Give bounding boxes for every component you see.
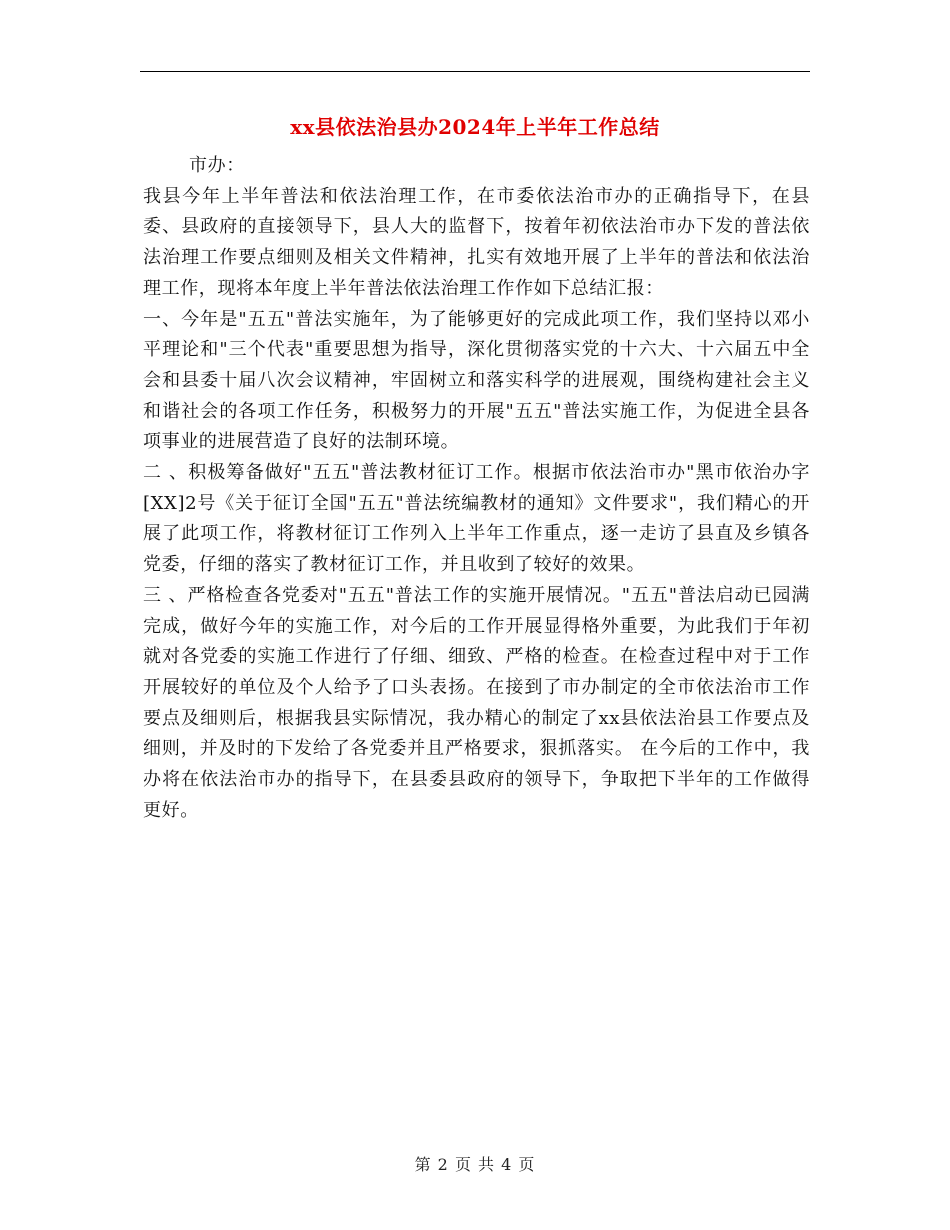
header-rule [140, 71, 810, 72]
salutation: 市办： [189, 155, 245, 176]
paragraph-intro: 我县今年上半年普法和依法治理工作，在市委依法治市办的正确指导下，在县委、县政府的直接领导下，县人大的监督下，按着年初依法治市办下发的普法依法治理工作要点细则及相关文件精神，扎实有效地开展了上半年的普法和依法治理工作，现将本年度上半年普法依法治理工作作如下总结汇报： [143, 185, 810, 299]
document-title: xx县依法治县办2024年上半年工作总结 [290, 115, 660, 139]
document-body [143, 151, 810, 826]
page-number: 第 2 页 共 4 页 [414, 1155, 536, 1174]
paragraph-section-1: 一、今年是"五五"普法实施年，为了能够更好的完成此项工作，我们坚持以邓小平理论和"三个代表"重要思想为指导，深化贯彻落实党的十六大、十六届五中全会和县委十届八次会议精神，牢固树立和落实科学的进展观，围绕构建社会主义和谐社会的各项工作任务，积极努力的开展"五五"普法实施工作，为促进全县各项事业的进展营造了良好的法制环境。 [143, 308, 810, 453]
paragraph-section-2: 二 、积极筹备做好"五五"普法教材征订工作。根据市依法治市办"黑市依治办字[XX]2号《关于征订全国"五五"普法统编教材的通知》文件要求"，我们精心的开展了此项工作，将教材征订工作列入上半年工作重点，逐一走访了县直及乡镇各党委，仔细的落实了教材征订工作，并且收到了较好的效果。 [143, 462, 810, 576]
paragraph-section-3: 三 、严格检查各党委对"五五"普法工作的实施开展情况。"五五"普法启动已园满完成，做好今年的实施工作，对今后的工作开展显得格外重要，为此我们于年初就对各党委的实施工作进行了仔细、细致、严格的检查。在检查过程中对于工作开展较好的单位及个人给予了口头表扬。在接到了市办制定的全市依法治市工作要点及细则后，根据我县实际情况，我办精心的制定了xx县依法治县工作要点及细则，并及时的下发给了各党委并且严格要求，狠抓落实。 在今后的工作中，我办将在依法治市办的指导下，在县委县政府的领导下，争取把下半年的工作做得更好。 [143, 584, 810, 821]
